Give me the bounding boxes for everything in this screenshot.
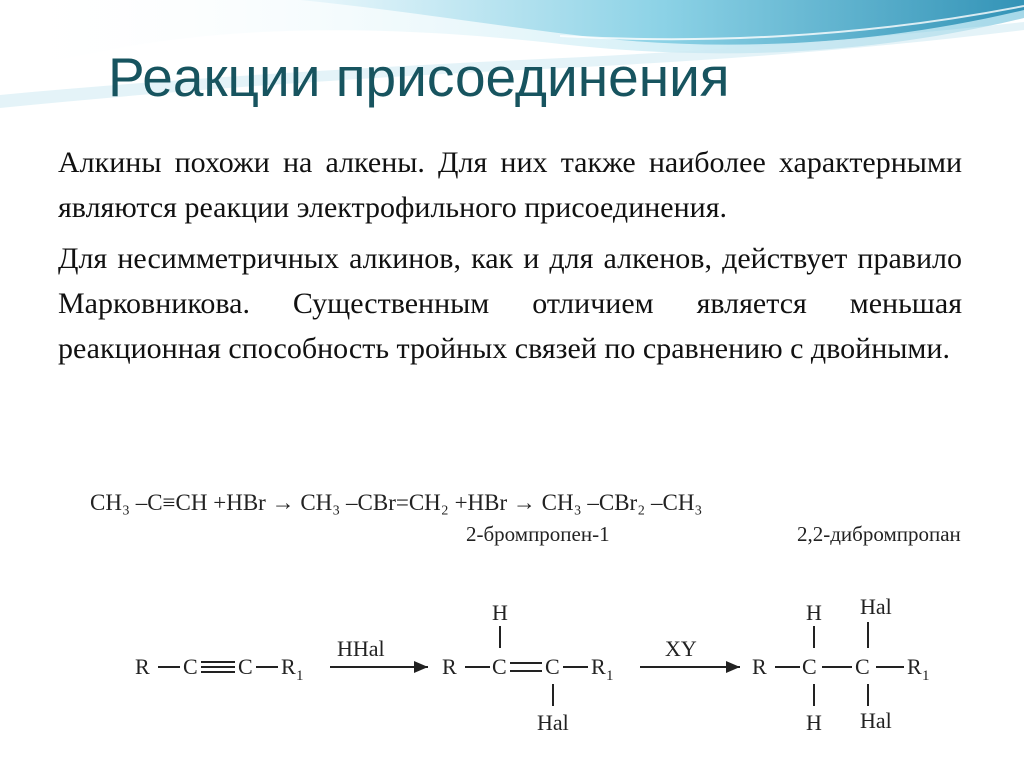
reactant-r1-subscript: 1 xyxy=(296,668,304,684)
intermediate-c1: C xyxy=(492,654,507,679)
paragraph-2: Для несимметричных алкинов, как и для алкенов, действует правило Марковникова. Существенным отличием является меньшая реакционная способность тройных связей по сравнению с двойными. xyxy=(58,242,962,365)
intermediate-r: R xyxy=(442,654,457,679)
reactant-c1: C xyxy=(183,654,198,679)
intermediate-r1-subscript: 1 xyxy=(606,668,614,684)
slide-body xyxy=(58,140,962,377)
product-c2: C xyxy=(855,654,870,679)
product1-name: 2-бромпропен-1 xyxy=(466,522,610,546)
reactant-r: R xyxy=(135,654,150,679)
intermediate-c2: C xyxy=(545,654,560,679)
product-hal-top: Hal xyxy=(860,594,892,619)
intermediate-hal: Hal xyxy=(537,710,569,735)
product-c1: C xyxy=(802,654,817,679)
product-r1-subscript: 1 xyxy=(922,668,930,684)
product2-name: 2,2-дибромпропан xyxy=(797,522,961,546)
reaction-general-scheme xyxy=(0,590,1024,760)
arrow-2-head xyxy=(726,661,740,673)
arrow-1-head xyxy=(414,661,428,673)
product-hal-bottom: Hal xyxy=(860,708,892,733)
reaction-hbr-equation: CH₃ –C≡CH +HBr → CH₃ –CBr=CH₂ +HBr → CH₃ –CBr₂ –CH₃ xyxy=(90,490,703,515)
reagent-hhal: HHal xyxy=(337,636,385,661)
product-h-bottom: H xyxy=(806,710,822,735)
reagent-xy: XY xyxy=(665,636,697,661)
reactant-c2: C xyxy=(238,654,253,679)
intermediate-h: H xyxy=(492,600,508,625)
reactant-r1: R xyxy=(281,654,296,679)
slide-title: Реакции присоединения xyxy=(108,46,730,108)
intermediate-r1: R xyxy=(591,654,606,679)
reaction-hbr xyxy=(90,490,961,560)
paragraph-1: Алкины похожи на алкены. Для них также наиболее характерными являются реакции электрофильного присоединения. xyxy=(58,146,962,224)
product-h-top: H xyxy=(806,600,822,625)
product-r1: R xyxy=(907,654,922,679)
product-r: R xyxy=(752,654,767,679)
